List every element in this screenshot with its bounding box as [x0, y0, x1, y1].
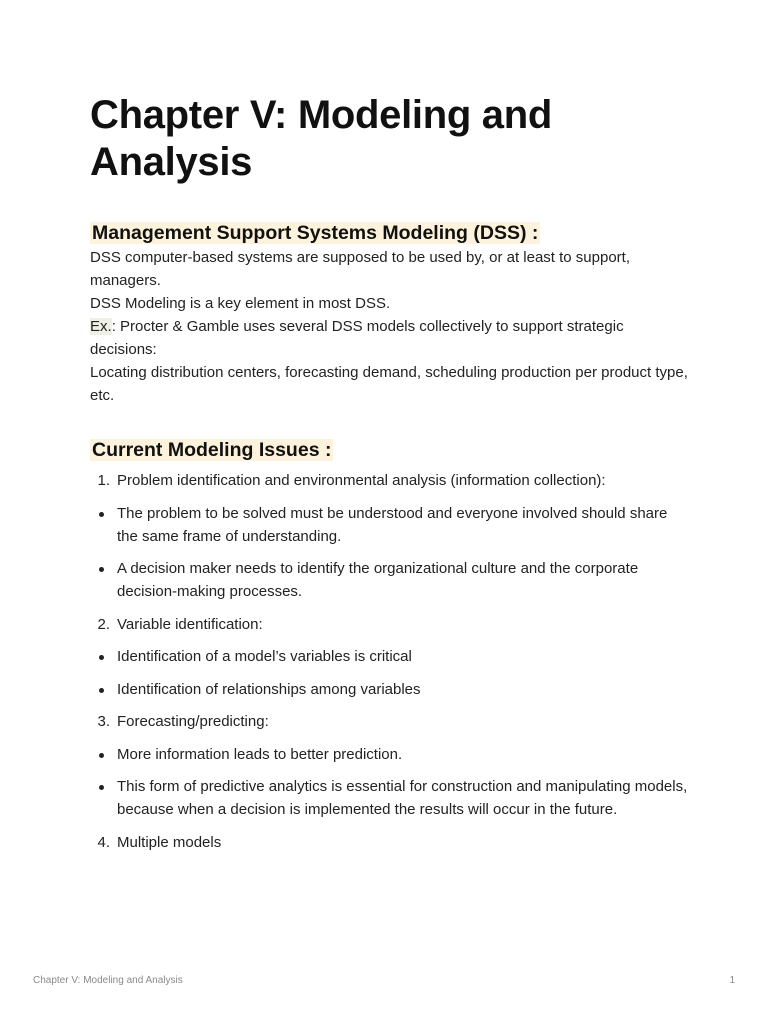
numbered-list-item [90, 469, 690, 492]
example-label: Ex. [90, 318, 112, 335]
list-item-text: A decision maker needs to identify the organizational culture and the corporate decision-making processes. [117, 560, 639, 600]
list-item-text: More information leads to better prediction. [117, 745, 403, 763]
list-item-text: Forecasting/predicting: [117, 713, 269, 730]
page-title: Chapter V: Modeling and Analysis [90, 93, 553, 184]
numbered-list-item [90, 831, 690, 854]
list-number: 3. [97, 713, 110, 730]
bullet-list-item [90, 775, 690, 821]
list-item-text: Identification of relationships among variables [117, 680, 421, 698]
bullet-dot-icon [99, 567, 104, 572]
example-text: : Procter & Gamble uses several DSS models collectively to support strategic decisions: [90, 318, 624, 358]
section-current-issues [90, 437, 690, 854]
bullet-list-item [90, 557, 690, 603]
section-heading [90, 220, 690, 246]
list-item-text: Problem identification and environmental analysis (information collection): [117, 472, 606, 489]
list-number: 1. [97, 472, 110, 489]
bullet-list-item [90, 502, 690, 548]
example-text-line2: Locating distribution centers, forecasting demand, scheduling production per product type, etc. [90, 364, 688, 404]
bullet-list-item [90, 645, 690, 668]
footer-title: Chapter V: Modeling and Analysis [33, 975, 183, 986]
bullet-dot-icon [99, 688, 104, 693]
issues-list [90, 469, 690, 854]
list-number: 2. [97, 615, 110, 633]
list-item-text: This form of predictive analytics is essential for construction and manipulating models, because when a decision is implemented the results will occur in the future. [117, 778, 688, 818]
bullet-dot-icon [99, 512, 104, 517]
bullet-dot-icon [99, 655, 104, 660]
list-item-text: The problem to be solved must be understood and everyone involved should share the same frame of understanding. [117, 504, 668, 545]
bullet-dot-icon [99, 785, 104, 790]
footer-page-number: 1 [729, 975, 735, 986]
section-dss-modeling [90, 220, 690, 407]
page-content [90, 92, 690, 854]
section-heading-text: Current Modeling Issues : [92, 439, 332, 461]
example-paragraph [90, 315, 690, 407]
paragraph: DSS computer-based systems are supposed to be used by, or at least to support, managers. [90, 249, 631, 289]
list-item-text: Multiple models [117, 833, 222, 851]
numbered-list-item [90, 710, 690, 733]
list-item-text: Variable identification: [117, 615, 263, 633]
list-item-text: Identification of a model’s variables is critical [117, 648, 412, 665]
paragraph: DSS Modeling is a key element in most DSS. [90, 295, 391, 312]
numbered-list-item [90, 613, 690, 636]
section-heading [90, 437, 690, 463]
bullet-dot-icon [99, 753, 104, 758]
bullet-list-item [90, 678, 690, 701]
section-heading-text: Management Support Systems Modeling (DSS) : [92, 222, 539, 244]
bullet-list-item [90, 743, 690, 766]
list-number: 4. [97, 833, 110, 851]
